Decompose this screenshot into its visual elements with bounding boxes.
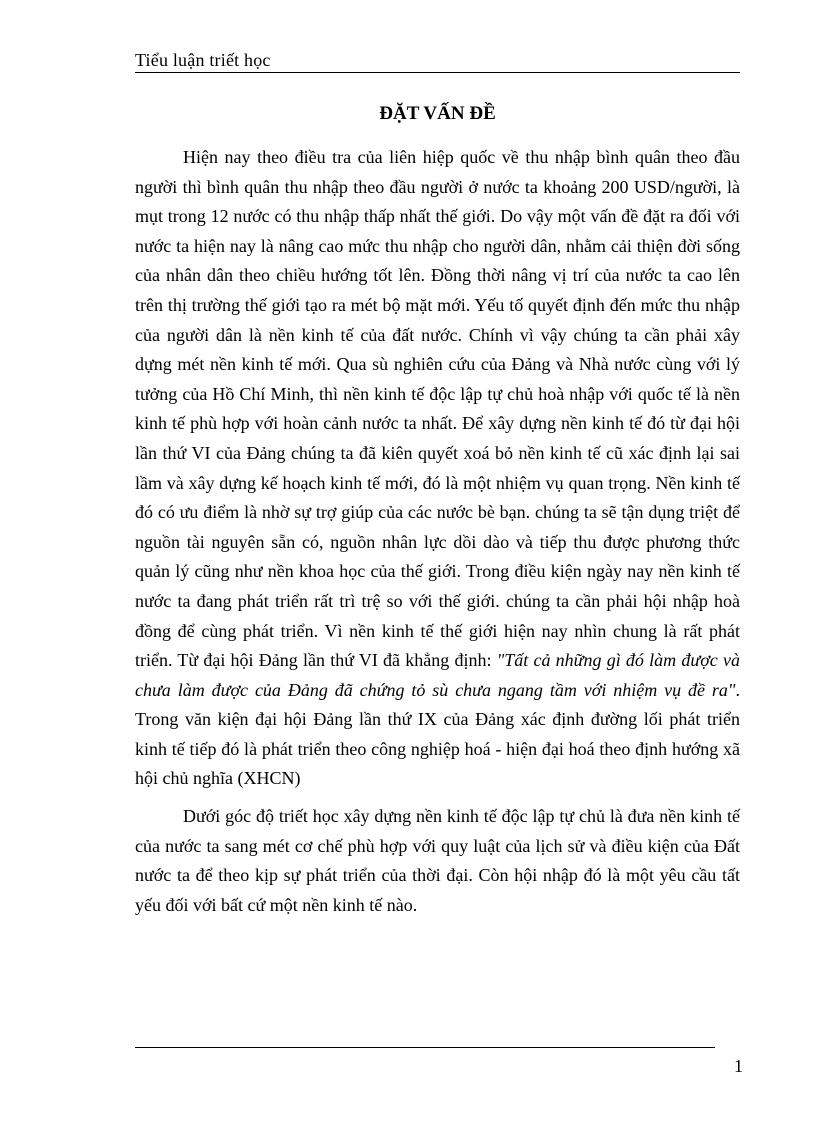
page-number: 1 <box>734 1056 743 1076</box>
paragraph-1-text-a: Hiện nay theo điều tra của liên hiệp quốc về thu nhập bình quân theo đầu người thì bình quân thu nhập theo đầu người ở nước ta khoảng 200 USD/người, là mụt trong 12 nước có thu nhập thấp nhất thế giới. Do vậy một vấn đề đặt ra đối với nước ta hiện nay là nâng cao mức thu nhập cho người dân, nhằm cải thiện đời sống của nhân dân theo chiều hướng tốt lên. Đồng thời nâng vị trí của nước ta cao lên trên thị trường thế giới tạo ra mét bộ mặt mới. Yếu tố quyết định đến mức thu nhập của người dân là nền kinh tế của đất nước. Chính vì vậy chúng ta cần phải xây dựng mét nền kinh tế mới. Qua sù nghiên cứu của Đảng và Nhà nước cùng với lý tưởng của Hồ Chí Minh, thì nền kinh tế độc lập tự chủ hoà nhập với quốc tế là nền kinh tế phù hợp với hoàn cảnh nước ta nhất. Để xây dựng nền kinh tế đó từ đại hội lần thứ VI của Đảng chúng ta đã kiên quyết xoá bỏ nền kinh tế cũ xác định lại sai lầm và xây dựng kế hoạch kinh tế mới, đó là một nhiệm vụ quan trọng. Nền kinh tế đó có ưu điểm là nhờ sự trợ giúp của các nước bè bạn. chúng ta sẽ tận dụng triệt để nguồn tài nguyên sẵn có, nguồn nhân lực dồi dào và tiếp thu được phương thức quản lý cũng như nền khoa học của thế giới. Trong điều kiện ngày nay nền kinh tế nước ta đang phát triển rất trì trệ so với thế giới. chúng ta cần phải hội nhập hoà đồng để cùng phát triển. Vì nền kinh tế thế giới hiện nay nhìn chung là rất phát triển. Từ đại hội Đảng lần thứ VI đã khẳng định: <box>135 147 740 671</box>
footer-divider <box>135 1047 715 1048</box>
paragraph-2: Dưới góc độ triết học xây dựng nền kinh tế độc lập tự chủ là đưa nền kinh tế của nước ta sang mét cơ chế phù hợp với quy luật của lịch sử và điều kiện của Đất nước ta để theo kịp sự phát triển của thời đại. Còn hội nhập đó là một yêu cầu tất yếu đối với bất cứ một nền kinh tế nào. <box>135 806 740 915</box>
document-body <box>135 143 740 920</box>
paragraph-1-text-b: . Trong văn kiện đại hội Đảng lần thứ IX của Đảng xác định đường lối phát triển kinh tế tiếp đó là phát triển theo công nghiệp hoá - hiện đại hoá theo định hướng xã hội chủ nghĩa (XHCN) <box>135 679 740 789</box>
document-title: ĐẶT VẤN ĐỀ <box>379 103 496 124</box>
page-header <box>135 48 740 73</box>
paragraph-1 <box>135 143 740 794</box>
header-title: Tiểu luận triết học <box>135 50 271 70</box>
paragraph-1-quote: "Tất cả những gì đó làm được và chưa làm được của Đảng đã chứng tỏ sù chưa ngang tầm với nhiệm vụ đề ra" <box>135 650 740 700</box>
